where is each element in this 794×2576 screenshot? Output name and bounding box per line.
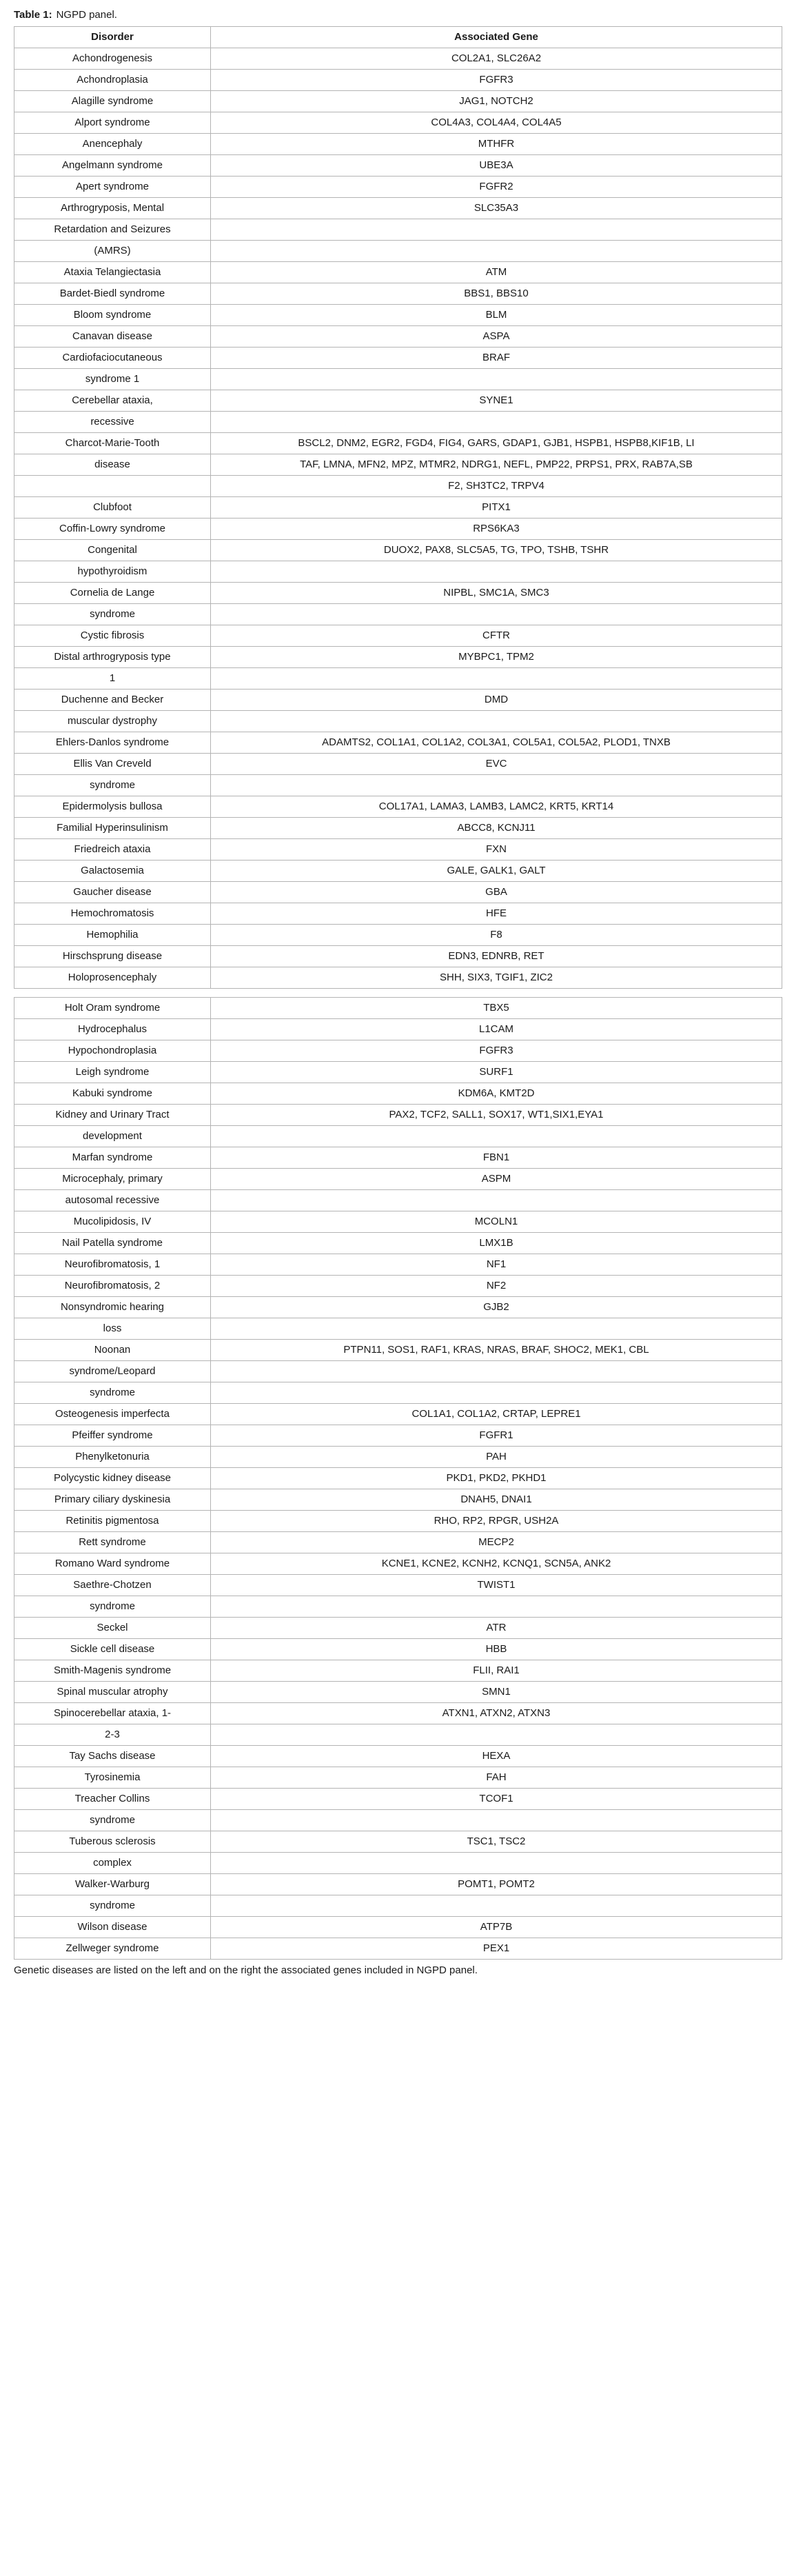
associated-gene-cell: ATR — [211, 1618, 782, 1639]
table-row — [14, 134, 782, 155]
disorder-cell: Sickle cell disease — [14, 1639, 211, 1660]
associated-gene-cell: TAF, LMNA, MFN2, MPZ, MTMR2, NDRG1, NEFL, PMP22, PRPS1, PRX, RAB7A,SB — [211, 454, 782, 476]
disorder-cell: Cystic fibrosis — [14, 625, 211, 647]
table-row — [14, 433, 782, 454]
associated-gene-cell: KDM6A, KMT2D — [211, 1083, 782, 1105]
disorder-cell: Hemophilia — [14, 925, 211, 946]
table-row — [14, 1917, 782, 1938]
disorder-cell: Alport syndrome — [14, 112, 211, 134]
associated-gene-cell: NIPBL, SMC1A, SMC3 — [211, 583, 782, 604]
table-row — [14, 1254, 782, 1276]
associated-gene-cell: JAG1, NOTCH2 — [211, 91, 782, 112]
disorder-cell: Romano Ward syndrome — [14, 1553, 211, 1575]
table-row — [14, 1810, 782, 1831]
associated-gene-cell — [211, 668, 782, 690]
disorder-cell: Nonsyndromic hearing — [14, 1297, 211, 1318]
table-row — [14, 561, 782, 583]
associated-gene-cell: COL17A1, LAMA3, LAMB3, LAMC2, KRT5, KRT14 — [211, 796, 782, 818]
associated-gene-cell: PAH — [211, 1447, 782, 1468]
associated-gene-cell: CFTR — [211, 625, 782, 647]
associated-gene-cell — [211, 1382, 782, 1404]
disorder-cell: Zellweger syndrome — [14, 1938, 211, 1960]
table-caption — [14, 8, 117, 22]
table-row — [14, 519, 782, 540]
table-row — [14, 1553, 782, 1575]
table-row — [14, 1596, 782, 1618]
associated-gene-cell: BSCL2, DNM2, EGR2, FGD4, FIG4, GARS, GDAP1, GJB1, HSPB1, HSPB8,KIF1B, LI — [211, 433, 782, 454]
disorder-cell: complex — [14, 1853, 211, 1874]
table-row — [14, 198, 782, 219]
associated-gene-cell: ABCC8, KCNJ11 — [211, 818, 782, 839]
table-body-part-1 — [14, 48, 782, 989]
associated-gene-cell: DNAH5, DNAI1 — [211, 1489, 782, 1511]
associated-gene-cell: FGFR3 — [211, 70, 782, 91]
table-row — [14, 1532, 782, 1553]
associated-gene-column-header: Associated Gene — [211, 27, 782, 48]
disorder-cell: Phenylketonuria — [14, 1447, 211, 1468]
table-row — [14, 711, 782, 732]
table-row — [14, 1147, 782, 1169]
associated-gene-cell — [211, 1190, 782, 1211]
disorder-cell: Tay Sachs disease — [14, 1746, 211, 1767]
associated-gene-cell: HFE — [211, 903, 782, 925]
table-row — [14, 1639, 782, 1660]
table-row — [14, 1703, 782, 1724]
associated-gene-cell: DMD — [211, 690, 782, 711]
disorder-cell: Pfeiffer syndrome — [14, 1425, 211, 1447]
associated-gene-cell: MTHFR — [211, 134, 782, 155]
associated-gene-cell: ATP7B — [211, 1917, 782, 1938]
disorder-cell: Tuberous sclerosis — [14, 1831, 211, 1853]
disorder-cell: Osteogenesis imperfecta — [14, 1404, 211, 1425]
associated-gene-cell: FXN — [211, 839, 782, 861]
disorder-cell: autosomal recessive — [14, 1190, 211, 1211]
disorder-cell: Mucolipidosis, IV — [14, 1211, 211, 1233]
associated-gene-cell — [211, 241, 782, 262]
disorder-cell: Canavan disease — [14, 326, 211, 348]
table-row — [14, 1382, 782, 1404]
table-caption-text: NGPD panel. — [56, 9, 117, 21]
disorder-cell: Alagille syndrome — [14, 91, 211, 112]
disorder-cell: syndrome — [14, 604, 211, 625]
disorder-cell: Cornelia de Lange — [14, 583, 211, 604]
disorder-cell: Smith-Magenis syndrome — [14, 1660, 211, 1682]
associated-gene-cell: BLM — [211, 305, 782, 326]
disorder-cell: Distal arthrogryposis type — [14, 647, 211, 668]
disorder-cell: syndrome — [14, 1810, 211, 1831]
disorder-cell: Coffin-Lowry syndrome — [14, 519, 211, 540]
associated-gene-cell: FGFR1 — [211, 1425, 782, 1447]
table-row — [14, 818, 782, 839]
table-row — [14, 882, 782, 903]
table-body-part-2 — [14, 998, 782, 1960]
table-row — [14, 1767, 782, 1789]
table-row — [14, 1297, 782, 1318]
table-row — [14, 1789, 782, 1810]
disorder-cell: Tyrosinemia — [14, 1767, 211, 1789]
associated-gene-cell: SHH, SIX3, TGIF1, ZIC2 — [211, 967, 782, 989]
disorder-cell: Neurofibromatosis, 1 — [14, 1254, 211, 1276]
table-row — [14, 1062, 782, 1083]
associated-gene-cell: FGFR2 — [211, 177, 782, 198]
table-row — [14, 1404, 782, 1425]
table-row — [14, 925, 782, 946]
disorder-cell: Familial Hyperinsulinism — [14, 818, 211, 839]
table-row — [14, 1169, 782, 1190]
table-row — [14, 70, 782, 91]
disorder-cell: Ehlers-Danlos syndrome — [14, 732, 211, 754]
associated-gene-cell — [211, 775, 782, 796]
table-row — [14, 112, 782, 134]
disorder-cell: disease — [14, 454, 211, 476]
table-row — [14, 412, 782, 433]
table-row — [14, 348, 782, 369]
associated-gene-cell — [211, 1895, 782, 1917]
table-row — [14, 262, 782, 283]
table-row — [14, 155, 782, 177]
associated-gene-cell — [211, 219, 782, 241]
associated-gene-cell: GJB2 — [211, 1297, 782, 1318]
associated-gene-cell: DUOX2, PAX8, SLC5A5, TG, TPO, TSHB, TSHR — [211, 540, 782, 561]
disorder-cell: syndrome — [14, 1596, 211, 1618]
associated-gene-cell: F2, SH3TC2, TRPV4 — [211, 476, 782, 497]
table-row — [14, 1511, 782, 1532]
associated-gene-cell: NF2 — [211, 1276, 782, 1297]
disorder-cell: Bardet-Biedl syndrome — [14, 283, 211, 305]
associated-gene-cell: SMN1 — [211, 1682, 782, 1703]
table-row — [14, 1040, 782, 1062]
disorder-cell: 2-3 — [14, 1724, 211, 1746]
associated-gene-cell: F8 — [211, 925, 782, 946]
disorder-cell — [14, 476, 211, 497]
disorder-cell: Friedreich ataxia — [14, 839, 211, 861]
table-row — [14, 1853, 782, 1874]
table-row — [14, 861, 782, 882]
table-row — [14, 497, 782, 519]
disorder-cell: Cardiofaciocutaneous — [14, 348, 211, 369]
disorder-cell: Bloom syndrome — [14, 305, 211, 326]
disorder-cell: syndrome/Leopard — [14, 1361, 211, 1382]
table-row — [14, 91, 782, 112]
disorder-cell: Hydrocephalus — [14, 1019, 211, 1040]
disorder-cell: Spinocerebellar ataxia, 1- — [14, 1703, 211, 1724]
table-row — [14, 796, 782, 818]
table-row — [14, 48, 782, 70]
associated-gene-cell: PAX2, TCF2, SALL1, SOX17, WT1,SIX1,EYA1 — [211, 1105, 782, 1126]
table-row — [14, 1724, 782, 1746]
associated-gene-cell — [211, 711, 782, 732]
table-row — [14, 1468, 782, 1489]
disorder-cell: syndrome — [14, 1895, 211, 1917]
disorder-column-header: Disorder — [14, 27, 211, 48]
associated-gene-cell: HBB — [211, 1639, 782, 1660]
disorder-cell: Wilson disease — [14, 1917, 211, 1938]
associated-gene-cell: POMT1, POMT2 — [211, 1874, 782, 1895]
table-row — [14, 219, 782, 241]
table-row — [14, 1425, 782, 1447]
associated-gene-cell: MECP2 — [211, 1532, 782, 1553]
disorder-cell: Neurofibromatosis, 2 — [14, 1276, 211, 1297]
associated-gene-cell: SYNE1 — [211, 390, 782, 412]
associated-gene-cell: LMX1B — [211, 1233, 782, 1254]
table-row — [14, 1083, 782, 1105]
table-caption-label: Table 1: — [14, 9, 52, 21]
disorder-cell: (AMRS) — [14, 241, 211, 262]
associated-gene-cell: FAH — [211, 1767, 782, 1789]
table-row — [14, 998, 782, 1019]
disorder-cell: Anencephaly — [14, 134, 211, 155]
disorder-cell: Gaucher disease — [14, 882, 211, 903]
disorder-cell: Charcot-Marie-Tooth — [14, 433, 211, 454]
disorder-cell: Holt Oram syndrome — [14, 998, 211, 1019]
table-row — [14, 903, 782, 925]
table-footnote: Genetic diseases are listed on the left and on the right the associated genes included in NGPD panel. — [14, 1964, 478, 1976]
associated-gene-cell: GBA — [211, 882, 782, 903]
table-row — [14, 540, 782, 561]
disorder-cell: Noonan — [14, 1340, 211, 1361]
associated-gene-cell — [211, 1596, 782, 1618]
associated-gene-cell: UBE3A — [211, 155, 782, 177]
associated-gene-cell: TSC1, TSC2 — [211, 1831, 782, 1853]
table-row — [14, 1318, 782, 1340]
associated-gene-cell — [211, 369, 782, 390]
associated-gene-cell: TCOF1 — [211, 1789, 782, 1810]
disorder-cell: syndrome 1 — [14, 369, 211, 390]
associated-gene-cell: FLII, RAI1 — [211, 1660, 782, 1682]
table-row — [14, 732, 782, 754]
table-row — [14, 1682, 782, 1703]
associated-gene-cell: TWIST1 — [211, 1575, 782, 1596]
disorder-cell: Clubfoot — [14, 497, 211, 519]
disorder-cell: Spinal muscular atrophy — [14, 1682, 211, 1703]
table-row — [14, 454, 782, 476]
disorder-cell: Seckel — [14, 1618, 211, 1639]
disorder-cell: Retinitis pigmentosa — [14, 1511, 211, 1532]
associated-gene-cell: PITX1 — [211, 497, 782, 519]
table-row — [14, 690, 782, 711]
table-row — [14, 390, 782, 412]
associated-gene-cell: FGFR3 — [211, 1040, 782, 1062]
associated-gene-cell: EVC — [211, 754, 782, 775]
disorder-cell: Ataxia Telangiectasia — [14, 262, 211, 283]
associated-gene-cell: MYBPC1, TPM2 — [211, 647, 782, 668]
table-row — [14, 1276, 782, 1297]
disorder-cell: syndrome — [14, 775, 211, 796]
disorder-cell: syndrome — [14, 1382, 211, 1404]
table-row — [14, 1019, 782, 1040]
gene-table-part-2 — [14, 997, 782, 1960]
table-row — [14, 177, 782, 198]
disorder-cell: Retardation and Seizures — [14, 219, 211, 241]
table-row — [14, 1938, 782, 1960]
associated-gene-cell: BRAF — [211, 348, 782, 369]
table-row — [14, 625, 782, 647]
disorder-cell: recessive — [14, 412, 211, 433]
associated-gene-cell: BBS1, BBS10 — [211, 283, 782, 305]
table-row — [14, 1447, 782, 1468]
table-row — [14, 1211, 782, 1233]
table-row — [14, 946, 782, 967]
associated-gene-cell: MCOLN1 — [211, 1211, 782, 1233]
table-row — [14, 305, 782, 326]
associated-gene-cell: RPS6KA3 — [211, 519, 782, 540]
table-header-row — [14, 27, 782, 48]
disorder-cell: Arthrogryposis, Mental — [14, 198, 211, 219]
table-row — [14, 647, 782, 668]
associated-gene-cell: SURF1 — [211, 1062, 782, 1083]
associated-gene-cell: COL4A3, COL4A4, COL4A5 — [211, 112, 782, 134]
disorder-cell: Galactosemia — [14, 861, 211, 882]
table-row — [14, 369, 782, 390]
associated-gene-cell — [211, 1318, 782, 1340]
associated-gene-cell: L1CAM — [211, 1019, 782, 1040]
table-row — [14, 1831, 782, 1853]
associated-gene-cell — [211, 1361, 782, 1382]
table-row — [14, 1660, 782, 1682]
disorder-cell: Leigh syndrome — [14, 1062, 211, 1083]
associated-gene-cell: HEXA — [211, 1746, 782, 1767]
associated-gene-cell: ASPM — [211, 1169, 782, 1190]
disorder-cell: Ellis Van Creveld — [14, 754, 211, 775]
table-row — [14, 1746, 782, 1767]
disorder-cell: Walker-Warburg — [14, 1874, 211, 1895]
disorder-cell: Epidermolysis bullosa — [14, 796, 211, 818]
disorder-cell: muscular dystrophy — [14, 711, 211, 732]
table-row — [14, 1575, 782, 1596]
associated-gene-cell — [211, 412, 782, 433]
associated-gene-cell: COL2A1, SLC26A2 — [211, 48, 782, 70]
table-row — [14, 967, 782, 989]
gene-table-part-1 — [14, 26, 782, 989]
disorder-cell: loss — [14, 1318, 211, 1340]
associated-gene-cell — [211, 1853, 782, 1874]
associated-gene-cell: ASPA — [211, 326, 782, 348]
table-row — [14, 1361, 782, 1382]
table-row — [14, 476, 782, 497]
disorder-cell: Achondrogenesis — [14, 48, 211, 70]
disorder-cell: Hemochromatosis — [14, 903, 211, 925]
table-row — [14, 1105, 782, 1126]
disorder-cell: Holoprosencephaly — [14, 967, 211, 989]
disorder-cell: Rett syndrome — [14, 1532, 211, 1553]
table-row — [14, 1126, 782, 1147]
disorder-cell: Congenital — [14, 540, 211, 561]
disorder-cell: Saethre-Chotzen — [14, 1575, 211, 1596]
disorder-cell: Hypochondroplasia — [14, 1040, 211, 1062]
associated-gene-cell: PKD1, PKD2, PKHD1 — [211, 1468, 782, 1489]
disorder-cell: hypothyroidism — [14, 561, 211, 583]
table-row — [14, 1340, 782, 1361]
table-row — [14, 583, 782, 604]
associated-gene-cell — [211, 604, 782, 625]
disorder-cell: 1 — [14, 668, 211, 690]
table-row — [14, 1618, 782, 1639]
disorder-cell: Microcephaly, primary — [14, 1169, 211, 1190]
associated-gene-cell — [211, 1126, 782, 1147]
table-row — [14, 326, 782, 348]
table-row — [14, 1895, 782, 1917]
disorder-cell: Hirschsprung disease — [14, 946, 211, 967]
table-row — [14, 775, 782, 796]
associated-gene-cell: ATXN1, ATXN2, ATXN3 — [211, 1703, 782, 1724]
disorder-cell: Polycystic kidney disease — [14, 1468, 211, 1489]
table-row — [14, 1190, 782, 1211]
table-row — [14, 241, 782, 262]
disorder-cell: Angelmann syndrome — [14, 155, 211, 177]
associated-gene-cell: ATM — [211, 262, 782, 283]
associated-gene-cell: SLC35A3 — [211, 198, 782, 219]
disorder-cell: Cerebellar ataxia, — [14, 390, 211, 412]
table-row — [14, 1874, 782, 1895]
table-row — [14, 1489, 782, 1511]
associated-gene-cell: ADAMTS2, COL1A1, COL1A2, COL3A1, COL5A1, COL5A2, PLOD1, TNXB — [211, 732, 782, 754]
disorder-cell: Primary ciliary dyskinesia — [14, 1489, 211, 1511]
associated-gene-cell — [211, 1724, 782, 1746]
disorder-cell: Kidney and Urinary Tract — [14, 1105, 211, 1126]
table-row — [14, 839, 782, 861]
disorder-cell: Nail Patella syndrome — [14, 1233, 211, 1254]
table-row — [14, 1233, 782, 1254]
disorder-cell: Duchenne and Becker — [14, 690, 211, 711]
associated-gene-cell: FBN1 — [211, 1147, 782, 1169]
associated-gene-cell: NF1 — [211, 1254, 782, 1276]
associated-gene-cell: KCNE1, KCNE2, KCNH2, KCNQ1, SCN5A, ANK2 — [211, 1553, 782, 1575]
disorder-cell: Marfan syndrome — [14, 1147, 211, 1169]
table-row — [14, 283, 782, 305]
associated-gene-cell: TBX5 — [211, 998, 782, 1019]
table-row — [14, 604, 782, 625]
disorder-cell: development — [14, 1126, 211, 1147]
disorder-cell: Apert syndrome — [14, 177, 211, 198]
disorder-cell: Kabuki syndrome — [14, 1083, 211, 1105]
associated-gene-cell: RHO, RP2, RPGR, USH2A — [211, 1511, 782, 1532]
associated-gene-cell: EDN3, EDNRB, RET — [211, 946, 782, 967]
associated-gene-cell: PTPN11, SOS1, RAF1, KRAS, NRAS, BRAF, SHOC2, MEK1, CBL — [211, 1340, 782, 1361]
associated-gene-cell: PEX1 — [211, 1938, 782, 1960]
table-row — [14, 754, 782, 775]
associated-gene-cell — [211, 1810, 782, 1831]
disorder-cell: Achondroplasia — [14, 70, 211, 91]
disorder-cell: Treacher Collins — [14, 1789, 211, 1810]
associated-gene-cell: COL1A1, COL1A2, CRTAP, LEPRE1 — [211, 1404, 782, 1425]
table-row — [14, 668, 782, 690]
associated-gene-cell — [211, 561, 782, 583]
associated-gene-cell: GALE, GALK1, GALT — [211, 861, 782, 882]
